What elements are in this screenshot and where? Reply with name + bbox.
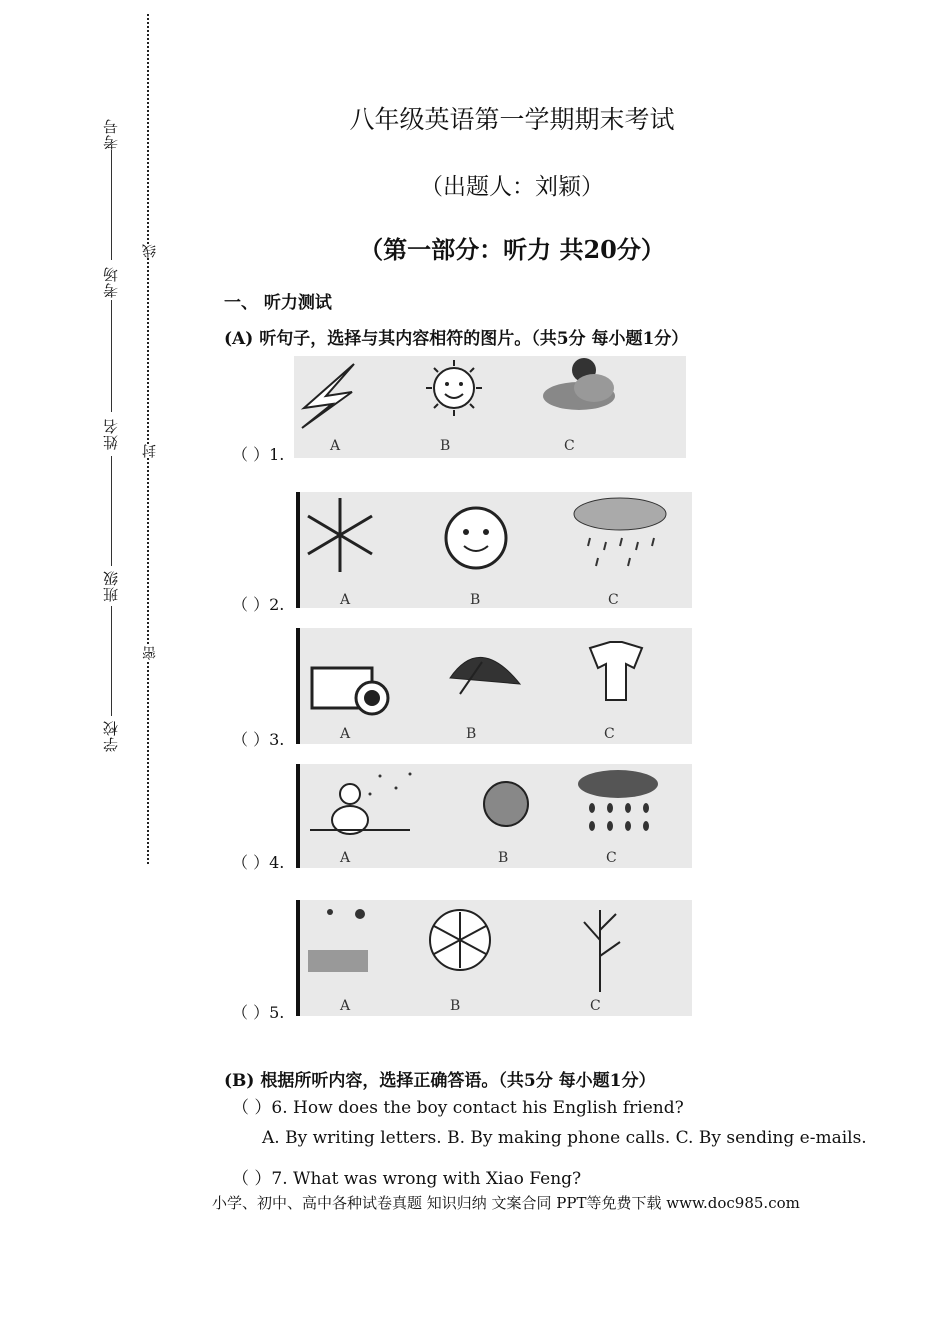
part-heading: （第一部分：听力 共20分）	[359, 235, 665, 264]
question-4-pictures	[296, 764, 692, 868]
rain-cloud-icon	[574, 498, 666, 566]
part-a-instruction: (A) 听句子，选择与其内容相符的图片。（共5分 每小题1分）	[224, 329, 689, 349]
snowflake-icon	[430, 910, 490, 970]
question-6-options: A. By writing letters. B. By making phone calls. C. By sending e-mails.	[262, 1128, 867, 1148]
binding-dotted-line	[147, 14, 149, 864]
option-label: A	[330, 438, 341, 454]
option-label: C	[606, 850, 617, 866]
question-3-pictures	[296, 628, 692, 744]
option-label: A	[340, 592, 351, 608]
question-6: （ ）6. How does the boy contact his English friend?	[232, 1098, 684, 1118]
option-label: C	[608, 592, 619, 608]
option-label: B	[498, 850, 509, 866]
section-heading: 一、 听力测试	[224, 293, 332, 313]
field-exam-number: 考号	[102, 118, 120, 150]
option-label: A	[340, 726, 351, 742]
snowman-icon	[310, 773, 412, 835]
option-label: B	[440, 438, 451, 454]
camera-icon	[312, 668, 388, 714]
option-label: C	[590, 998, 601, 1014]
sun-icon	[484, 782, 528, 826]
question-1-pictures	[294, 356, 686, 458]
exam-title: 八年级英语第一学期期末考试	[349, 105, 675, 134]
option-label: B	[466, 726, 477, 742]
exam-author: （出题人：刘颖）	[420, 174, 604, 200]
rain-cloud-icon	[578, 770, 658, 831]
binding-mark-line: 线	[142, 244, 158, 258]
option-label: C	[604, 726, 615, 742]
option-label: A	[340, 850, 351, 866]
spring-scene-icon	[308, 909, 368, 972]
field-line	[111, 606, 112, 716]
binding-mark-close: 密	[142, 646, 158, 660]
binding-mark-seal: 封	[142, 444, 158, 458]
sun-icon	[426, 360, 482, 416]
autumn-tree-icon	[584, 910, 620, 992]
sweater-icon	[590, 642, 642, 700]
field-exam-room: 考场	[102, 266, 120, 298]
option-label: B	[450, 998, 461, 1014]
question-2-number: （ ）2.	[232, 595, 285, 614]
option-label: A	[340, 998, 351, 1014]
umbrella-icon	[450, 657, 520, 694]
question-5-number: （ ）5.	[232, 1003, 285, 1022]
question-5-pictures	[296, 900, 692, 1016]
question-2-pictures	[296, 492, 692, 608]
sun-icon	[446, 508, 506, 568]
question-4-number: （ ）4.	[232, 853, 285, 872]
option-label: C	[564, 438, 575, 454]
field-class: 班级	[102, 570, 120, 602]
cloud-icon	[543, 358, 615, 410]
question-3-number: （ ）3.	[232, 730, 285, 749]
field-line	[111, 456, 112, 566]
field-school: 学校	[102, 720, 120, 752]
field-line	[111, 300, 112, 412]
snowflake-icon	[308, 498, 372, 572]
lightning-icon	[302, 364, 354, 428]
field-name: 姓名	[102, 418, 120, 450]
part-b-instruction: (B) 根据所听内容，选择正确答语。（共5分 每小题1分）	[224, 1071, 656, 1091]
question-1-number: （ ）1.	[232, 445, 285, 464]
question-7: （ ）7. What was wrong with Xiao Feng?	[232, 1169, 582, 1189]
option-label: B	[470, 592, 481, 608]
footer-note: 小学、初中、高中各种试卷真题 知识归纳 文案合同 PPT等免费下载 www.doc985.com	[212, 1194, 800, 1212]
